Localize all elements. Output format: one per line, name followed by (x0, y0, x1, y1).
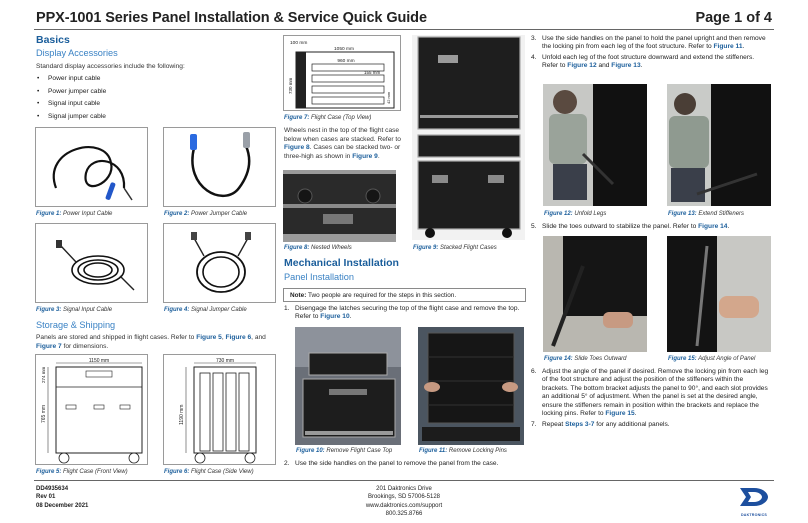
list-item: • Signal input cable (36, 98, 106, 111)
extend-stiffeners-photo (667, 84, 771, 206)
front-width-dim: 1150 mm (88, 358, 110, 364)
figure-10-caption: Figure 10: Remove Flight Case Top (296, 448, 393, 454)
figure-15-caption: Figure 15: Adjust Angle of Panel (668, 356, 756, 362)
footer-address: 201 Daktronics Drive Brookings, SD 57006-5128 www.daktronics.com/support 800.325.8766 (304, 485, 504, 518)
top-gap-dim: 42 mm (386, 91, 391, 104)
nested-wheels-photo (283, 170, 396, 242)
document-date: 08 December 2021 (36, 502, 89, 509)
display-accessories-subheading: Display Accessories (36, 48, 118, 58)
steps-list-part-2 (284, 460, 524, 468)
revision: Rev 01 (36, 494, 56, 501)
step-4: 4. Unfold each leg of the foot structure downward and extend the stiffeners. Refer to Figure 12 and Figure 13. (531, 53, 755, 70)
front-top-dim: 274 mm (41, 366, 46, 383)
top-small-dim: 100 mm (290, 41, 308, 46)
step-2: 2. Use the side handles on the panel to remove the panel from the case. (284, 460, 499, 467)
signal-jumper-cable-image (163, 223, 276, 303)
top-slot-dim: 155 mm (364, 70, 381, 75)
figure-12-caption: Figure 12: Unfold Legs (544, 211, 607, 217)
panel-installation-subheading: Panel Installation (284, 272, 354, 282)
front-height-dim: 765 mm (41, 404, 47, 423)
basics-heading: Basics (36, 34, 70, 46)
flight-case-top-view-drawing (283, 35, 401, 111)
steps-list-part-1 (284, 305, 524, 322)
step-5: 5. Slide the toes outward to stabilize the panel. Refer to Figure 14. (531, 223, 730, 230)
list-item: • Power jumper cable (36, 86, 106, 99)
figure-13-caption: Figure 13: Extend Stiffeners (668, 211, 745, 217)
figure-4-caption: Figure 4: Signal Jumper Cable (164, 307, 247, 313)
steps-list-part-5 (531, 368, 771, 430)
figure-8-caption: Figure 8: Nested Wheels (284, 245, 352, 251)
wheels-paragraph: Wheels nest in the top of the flight case below when cases are stacked. Refer to Figure 8. Cases can be stacked two- or three-high as shown in Figure 9. (284, 127, 401, 160)
figure-14-caption: Figure 14: Slide Toes Outward (544, 356, 627, 362)
slide-toes-outward-photo (543, 236, 647, 352)
unfold-legs-photo (543, 84, 647, 206)
figure-1-caption: Figure 1: Power Input Cable (36, 211, 113, 217)
figure-2-caption: Figure 2: Power Jumper Cable (164, 211, 248, 217)
remove-flight-case-top-photo (295, 327, 401, 445)
figure-3-caption: Figure 3: Signal Input Cable (36, 307, 113, 313)
flight-case-side-view-drawing (163, 354, 276, 465)
page-indicator: Page 1 of 4 (695, 10, 772, 26)
top-inner-dim: 960 mm (337, 59, 355, 64)
support-link[interactable]: www.daktronics.com/support (365, 502, 443, 509)
figure-7-caption: Figure 7: Flight Case (Top View) (284, 115, 372, 121)
top-outer-dim: 1050 mm (334, 47, 354, 52)
step-7: 7. Repeat Steps 3-7 for any additional panels. (531, 421, 670, 429)
figure-6-caption: Figure 6: Flight Case (Side View) (164, 469, 254, 475)
list-item: • Power input cable (36, 73, 106, 86)
power-jumper-cable-image (163, 127, 276, 207)
footer-divider (34, 480, 774, 481)
document-title: PPX-1001 Series Panel Installation & Service Quick Guide (36, 10, 427, 26)
step-6: 6. Adjust the angle of the panel if desired. Remove the locking pin from each leg of the foot structure and adjust the position of the stiffeners within the brackets. The bottom bracket adjusts the panel to 90°, and each slot provides an additional 5° of adjustment. When the panel is set at the desired angle, ensure the stiffeners remain in position within the brackets and replace the locking pins. Refer to Figure 15. (531, 368, 769, 418)
steps-list-part-3 (531, 35, 771, 71)
step-1: 1. Disengage the latches securing the top of the flight case and remove the top. Refer to Figure 10. (284, 305, 520, 321)
steps-list-part-4 (531, 223, 771, 231)
figure-9-caption: Figure 9: Stacked Flight Cases (413, 245, 497, 251)
footer-doc-info (36, 485, 88, 510)
phone-number: 800.325.8766 (385, 510, 423, 517)
step-3: 3. Use the side handles on the panel to hold the panel upright and then remove the locking pin from each leg of the foot structure. Refer to Figure 11. (531, 35, 766, 51)
figure-5-caption: Figure 5: Flight Case (Front View) (36, 469, 128, 475)
mechanical-installation-heading: Mechanical Installation (284, 257, 399, 269)
note-box: Note: Two people are required for the steps in this section. (283, 288, 526, 302)
figure-11-caption: Figure 11: Remove Locking Pins (419, 448, 507, 454)
top-depth-dim: 730 mm (288, 77, 293, 94)
stacked-flight-cases-photo (412, 35, 525, 240)
list-item: • Signal jumper cable (36, 111, 106, 124)
side-width-dim: 730 mm (215, 358, 235, 364)
flight-case-front-view-drawing (35, 354, 148, 465)
accessories-list (36, 73, 106, 123)
signal-input-cable-image (35, 223, 148, 303)
daktronics-logo: DAKTRONICS (734, 486, 774, 516)
adjust-panel-angle-photo (667, 236, 771, 352)
side-height-dim: 1190 mm (179, 404, 185, 425)
remove-locking-pins-photo (418, 327, 524, 445)
accessories-intro: Standard display accessories include the following: (36, 63, 185, 70)
header-divider (34, 29, 774, 30)
power-input-cable-image (35, 127, 148, 207)
document-id: DD4935634 (36, 486, 69, 492)
storage-paragraph: Panels are stored and shipped in flight cases. Refer to Figure 5, Figure 6, and Figure 7 for dimensions. (36, 334, 266, 350)
storage-shipping-subheading: Storage & Shipping (36, 320, 116, 330)
